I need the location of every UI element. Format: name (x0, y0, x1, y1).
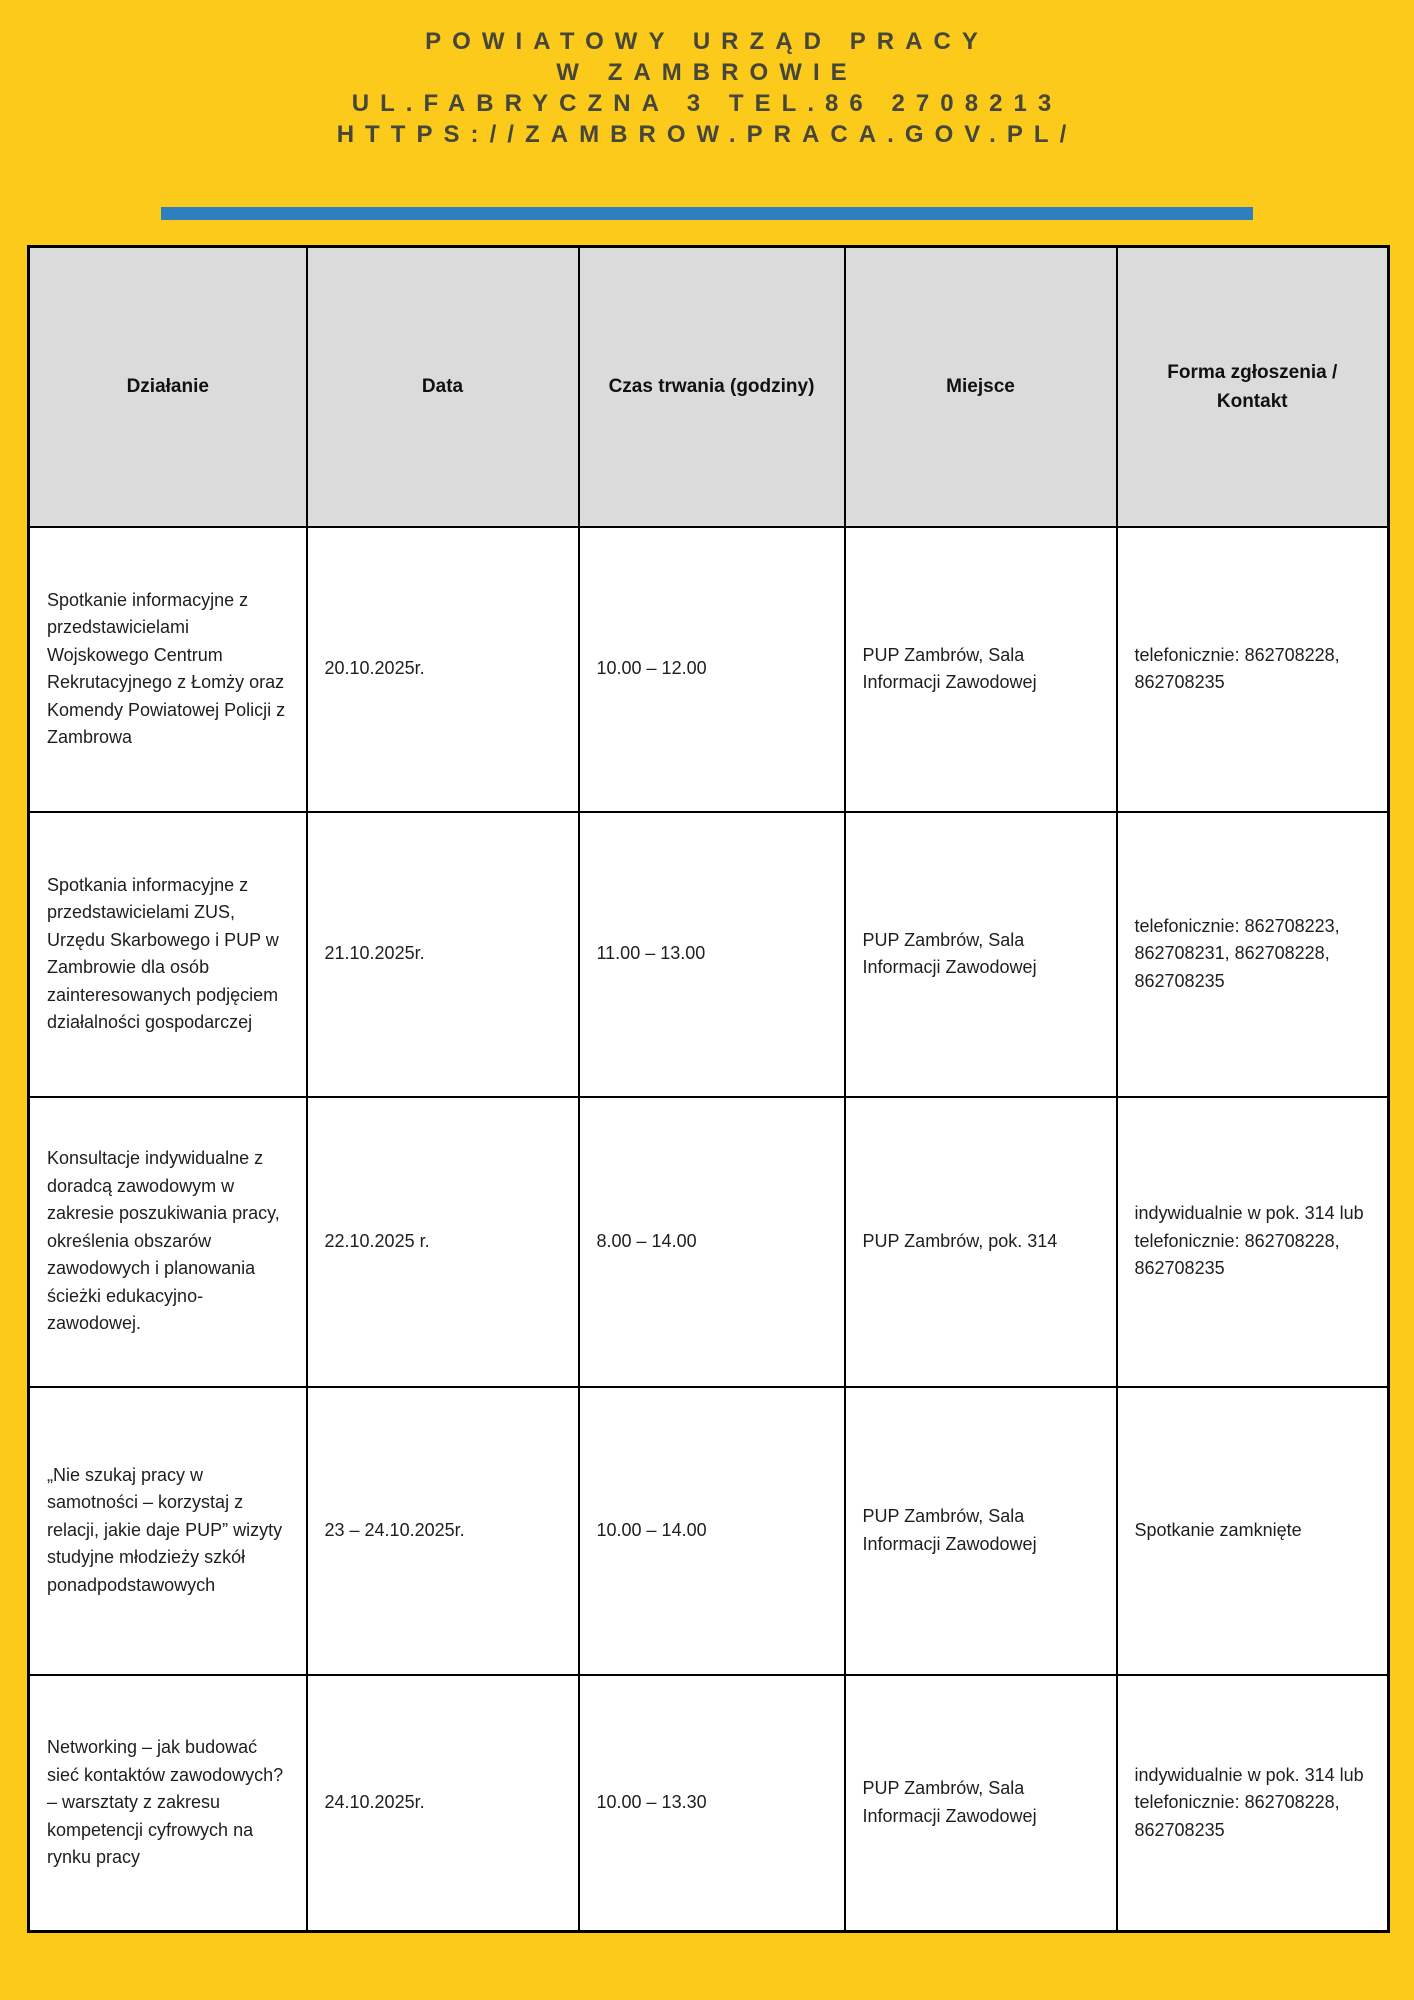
column-header-czas-trwania: Czas trwania (godziny) (579, 247, 845, 527)
table-row (29, 1387, 1389, 1675)
cell-time: 10.00 – 14.00 (579, 1387, 845, 1675)
website-url-line: HTTPS://ZAMBROW.PRACA.GOV.PL/ (336, 121, 1078, 148)
cell-date: 22.10.2025 r. (307, 1097, 579, 1387)
cell-time: 11.00 – 13.00 (579, 812, 845, 1097)
table-row (29, 1675, 1389, 1932)
table-row (29, 527, 1389, 812)
cell-date: 20.10.2025r. (307, 527, 579, 812)
cell-place: PUP Zambrów, Sala Informacji Zawodowej (845, 812, 1117, 1097)
org-name-line-1: POWIATOWY URZĄD PRACY (425, 28, 989, 55)
column-header-dzialanie: Działanie (29, 247, 307, 527)
cell-contact: telefonicznie: 862708223, 862708231, 862708228, 862708235 (1117, 812, 1389, 1097)
cell-activity: Spotkanie informacyjne z przedstawicielami Wojskowego Centrum Rekrutacyjnego z Łomży oraz Komendy Powiatowej Policji z Zambrowa (29, 527, 307, 812)
cell-date: 23 – 24.10.2025r. (307, 1387, 579, 1675)
cell-contact: indywidualnie w pok. 314 lub telefonicznie: 862708228, 862708235 (1117, 1097, 1389, 1387)
cell-time: 10.00 – 13.30 (579, 1675, 845, 1932)
address-phone-line: UL.FABRYCZNA 3 TEL.86 2708213 (351, 90, 1063, 117)
column-header-forma-zgloszenia: Forma zgłoszenia / Kontakt (1117, 247, 1389, 527)
table-row (29, 1097, 1389, 1387)
cell-contact: Spotkanie zamknięte (1117, 1387, 1389, 1675)
header (0, 0, 1414, 150)
cell-activity: Spotkania informacyjne z przedstawicielami ZUS, Urzędu Skarbowego i PUP w Zambrowie dla osób zainteresowanych podjęciem działalności gospodarczej (29, 812, 307, 1097)
cell-time: 10.00 – 12.00 (579, 527, 845, 812)
table-head (29, 247, 1389, 527)
cell-place: PUP Zambrów, pok. 314 (845, 1097, 1117, 1387)
cell-activity: Konsultacje indywidualne z doradcą zawodowym w zakresie poszukiwania pracy, określenia obszarów zawodowych i planowania ścieżki edukacyjno-zawodowej. (29, 1097, 307, 1387)
column-header-miejsce: Miejsce (845, 247, 1117, 527)
blue-divider-bar (161, 207, 1253, 220)
cell-activity: Networking – jak budować sieć kontaktów zawodowych? – warsztaty z zakresu kompetencji cyfrowych na rynku pracy (29, 1675, 307, 1932)
org-name-line-2: W ZAMBROWIE (556, 59, 858, 86)
column-header-data: Data (307, 247, 579, 527)
table-row (29, 812, 1389, 1097)
cell-place: PUP Zambrów, Sala Informacji Zawodowej (845, 527, 1117, 812)
table-body (29, 527, 1389, 1932)
cell-contact: indywidualnie w pok. 314 lub telefonicznie: 862708228, 862708235 (1117, 1675, 1389, 1932)
cell-place: PUP Zambrów, Sala Informacji Zawodowej (845, 1387, 1117, 1675)
cell-date: 21.10.2025r. (307, 812, 579, 1097)
cell-place: PUP Zambrów, Sala Informacji Zawodowej (845, 1675, 1117, 1932)
cell-activity: „Nie szukaj pracy w samotności – korzystaj z relacji, jakie daje PUP” wizyty studyjne młodzieży szkół ponadpodstawowych (29, 1387, 307, 1675)
table-header-row (29, 247, 1389, 527)
schedule-table (27, 245, 1390, 1933)
cell-date: 24.10.2025r. (307, 1675, 579, 1932)
cell-contact: telefonicznie: 862708228, 862708235 (1117, 527, 1389, 812)
cell-time: 8.00 – 14.00 (579, 1097, 845, 1387)
